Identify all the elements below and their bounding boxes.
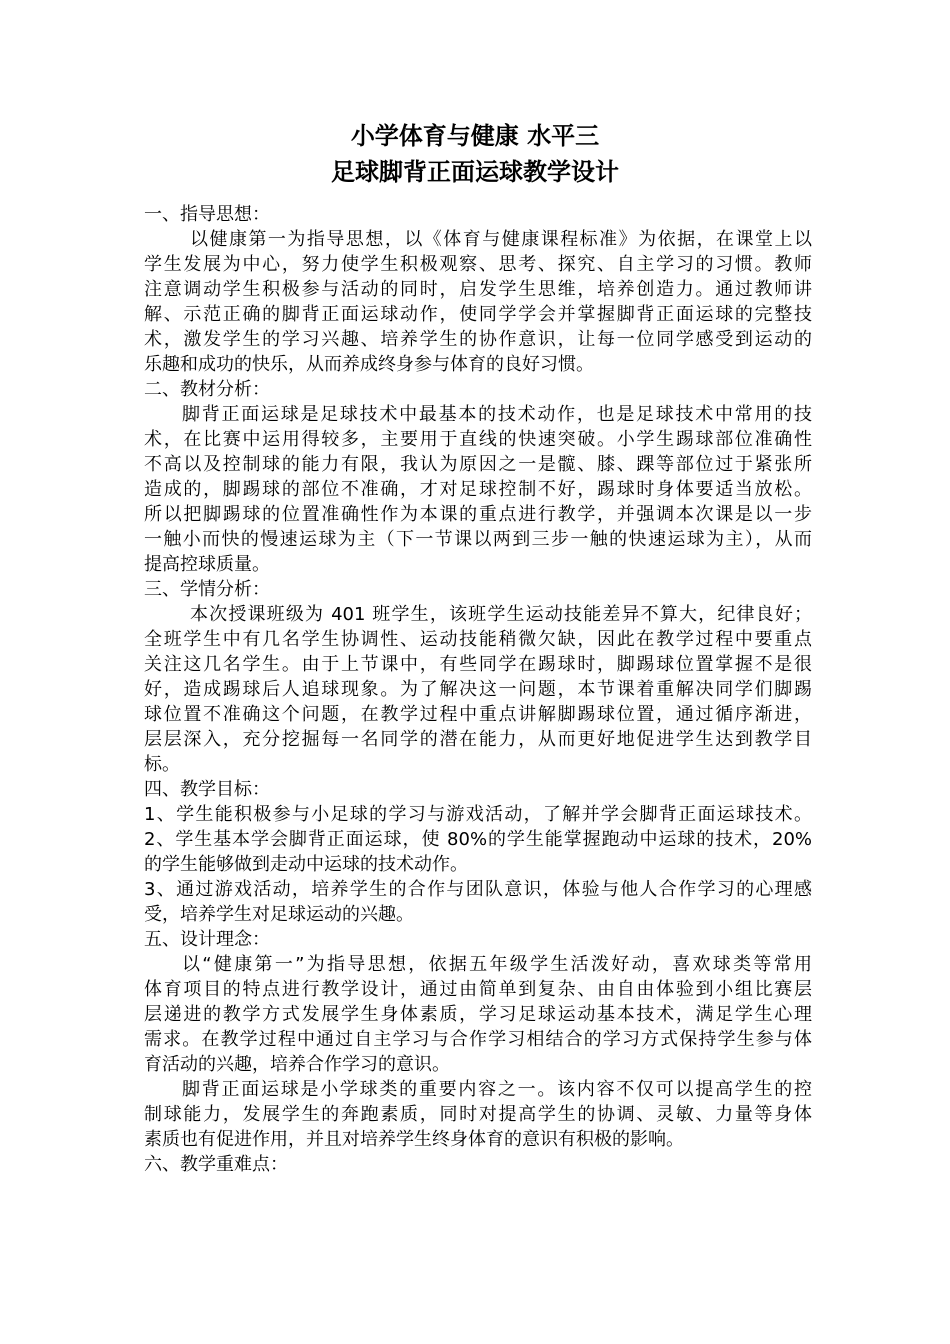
- text-line: 脚背正面运球是小学球类的重要内容之一。该内容不仅可以提高学生的控: [182, 1079, 812, 1100]
- text-line: 关注这几名学生。由于上节课中，有些同学在踢球时，脚踢球位置掌握不是很: [144, 654, 812, 675]
- text-line: 受，培养学生对足球运动的兴趣。: [144, 904, 414, 925]
- text-line: 所以把脚踢球的位置准确性作为本课的重点进行教学，并强调本次课是以一步: [144, 504, 812, 525]
- doc-title-line2: 足球脚背正面运球教学设计: [331, 158, 619, 186]
- text-line: 学生发展为中心，努力使学生积极观察、思考、探究、自主学习的习惯。教师: [144, 254, 812, 275]
- text-line: 提高控球质量。: [144, 554, 270, 575]
- text-line: 术，激发学生的学习兴趣、培养学生的协作意识，让每一位同学感受到运动的: [144, 329, 812, 350]
- text-line: 一触小而快的慢速运球为主（下一节课以两到三步一触的快速运球为主），从而: [144, 529, 812, 550]
- text-line: 术，在比赛中运用得较多，主要用于直线的快速突破。小学生踢球部位准确性: [144, 429, 812, 450]
- text-line: 以“健康第一”为指导思想，依据五年级学生活泼好动，喜欢球类等常用: [182, 954, 812, 975]
- text-line: 球位置不准确这个问题，在教学过程中重点讲解脚踢球位置，通过循序渐进，: [144, 704, 812, 725]
- doc-title-line1: 小学体育与健康 水平三: [350, 122, 600, 150]
- text-line: 乐趣和成功的快乐，从而养成终身参与体育的良好习惯。: [144, 354, 594, 375]
- text-line: 注意调动学生积极参与活动的同时，启发学生思维，培养创造力。通过教师讲: [144, 279, 812, 300]
- text-line: 素质也有促进作用，并且对培养学生终身体育的意识有积极的影响。: [144, 1129, 684, 1150]
- text-line: 二、教材分析：: [144, 379, 270, 400]
- text-line: 六、教学重难点：: [144, 1154, 288, 1175]
- text-line: 五、设计理念：: [144, 929, 270, 950]
- text-line: 2、学生基本学会脚背正面运球，使 80%的学生能掌握跑动中运球的技术，20%: [144, 829, 812, 850]
- text-line: 体育项目的特点进行教学设计，通过由简单到复杂、由自由体验到小组比赛层: [144, 979, 812, 1000]
- text-line: 本次授课班级为 401 班学生，该班学生运动技能差异不算大，纪律良好；: [190, 604, 812, 625]
- text-line: 脚背正面运球是足球技术中最基本的技术动作，也是足球技术中常用的技: [182, 404, 812, 425]
- text-line: 三、学情分析：: [144, 579, 270, 600]
- text-line: 一、指导思想：: [144, 204, 270, 225]
- text-line: 层层深入，充分挖掘每一名同学的潜在能力，从而更好地促进学生达到教学目: [144, 729, 812, 750]
- text-line: 造成的，脚踢球的部位不准确，才对足球控制不好，踢球时身体要适当放松。: [144, 479, 812, 500]
- text-line: 标。: [144, 754, 180, 775]
- text-line: 育活动的兴趣，培养合作学习的意识。: [144, 1054, 450, 1075]
- text-line: 以健康第一为指导思想，以《体育与健康课程标准》为依据，在课堂上以: [190, 229, 812, 250]
- text-line: 需求。在教学过程中通过自主学习与合作学习相结合的学习方式保持学生参与体: [144, 1029, 812, 1050]
- text-line: 解、示范正确的脚背正面运球动作，使同学学会并掌握脚背正面运球的完整技: [144, 304, 812, 325]
- text-line: 四、教学目标：: [144, 779, 270, 800]
- text-line: 全班学生中有几名学生协调性、运动技能稍微欠缺，因此在教学过程中要重点: [144, 629, 812, 650]
- text-line: 好，造成踢球后人追球现象。为了解决这一问题，本节课着重解决同学们脚踢: [144, 679, 812, 700]
- doc-body: [144, 202, 812, 1177]
- text-line: 1、学生能积极参与小足球的学习与游戏活动，了解并学会脚背正面运球技术。: [144, 804, 812, 825]
- text-line: 3、通过游戏活动，培养学生的合作与团队意识，体验与他人合作学习的心理感: [144, 879, 812, 900]
- text-line: 制球能力，发展学生的奔跑素质，同时对提高学生的协调、灵敏、力量等身体: [144, 1104, 812, 1125]
- text-line: 的学生能够做到走动中运球的技术动作。: [144, 854, 468, 875]
- text-line: 层递进的教学方式发展学生身体素质，学习足球运动基本技术，满足学生心理: [144, 1004, 812, 1025]
- text-line: 不高以及控制球的能力有限，我认为原因之一是髋、膝、踝等部位过于紧张所: [144, 454, 812, 475]
